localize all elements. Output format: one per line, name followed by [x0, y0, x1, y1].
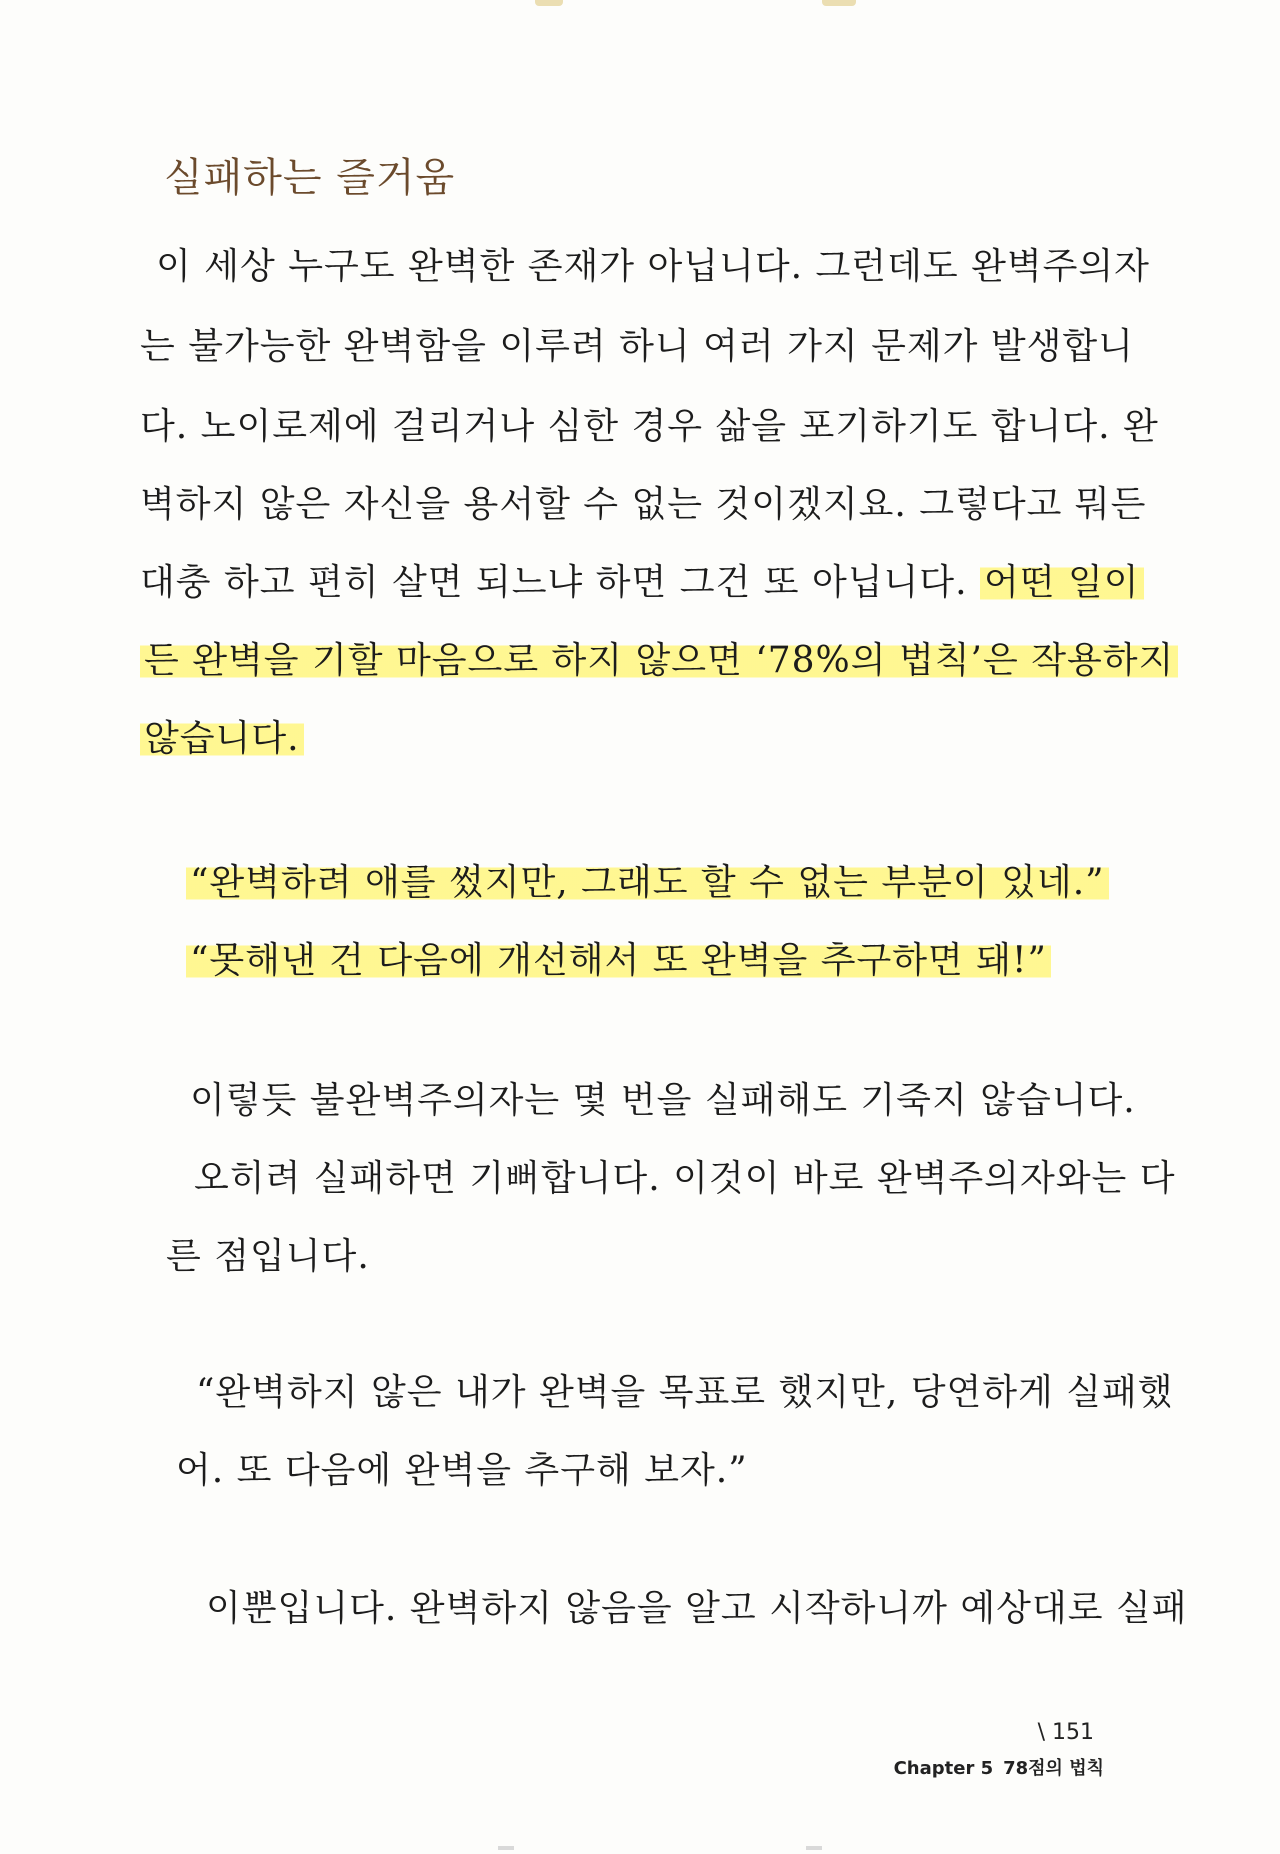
quote-line	[186, 854, 1109, 905]
page-number: \ 151	[1037, 1720, 1094, 1745]
chapter-title: 78점의 법칙	[1003, 1758, 1104, 1779]
highlighted-text: 않습니다.	[140, 718, 304, 759]
top-edge-mark	[822, 0, 856, 6]
paragraph-line: 는 불가능한 완벽함을 이루려 하니 여러 가지 문제가 발생합니	[140, 326, 1134, 367]
paragraph-line	[140, 632, 1178, 683]
highlighted-text: “못해낸 건 다음에 개선해서 또 완벽을 추구하면 돼!”	[186, 940, 1051, 981]
paragraph-line: 이뿐입니다. 완벽하지 않음을 알고 시작하니까 예상대로 실패	[206, 1588, 1188, 1629]
paragraph-text: 대충 하고 편히 살면 되느냐 하면 그건 또 아닙니다.	[140, 562, 968, 603]
highlighted-text: 어떤 일이	[980, 562, 1144, 603]
bottom-edge-mark	[498, 1846, 514, 1850]
paragraph-line	[140, 554, 1144, 605]
paragraph-line: 오히려 실패하면 기뻐합니다. 이것이 바로 완벽주의자와는 다	[194, 1158, 1176, 1199]
paragraph-line: 이 세상 누구도 완벽한 존재가 아닙니다. 그런데도 완벽주의자	[156, 246, 1150, 287]
paragraph-line: 이렇듯 불완벽주의자는 몇 번을 실패해도 기죽지 않습니다.	[190, 1080, 1136, 1121]
running-footer	[894, 1754, 1104, 1780]
bottom-edge-mark	[806, 1846, 822, 1850]
highlighted-text: “완벽하려 애를 썼지만, 그래도 할 수 없는 부분이 있네.”	[186, 862, 1109, 903]
quote-line	[186, 932, 1051, 983]
highlighted-text: 든 완벽을 기할 마음으로 하지 않으면 ‘78%의 법칙’은 작용하지	[140, 640, 1178, 681]
paragraph-line: 벽하지 않은 자신을 용서할 수 없는 것이겠지요. 그렇다고 뭐든	[140, 484, 1147, 525]
quote-line: 어. 또 다음에 완벽을 추구해 보자.”	[176, 1450, 748, 1491]
paragraph-line: 른 점입니다.	[166, 1236, 370, 1277]
paragraph-line: 다. 노이로제에 걸리거나 심한 경우 삶을 포기하기도 합니다. 완	[140, 406, 1159, 447]
quote-line: “완벽하지 않은 내가 완벽을 목표로 했지만, 당연하게 실패했	[196, 1372, 1174, 1413]
section-title: 실패하는 즐거움	[164, 155, 456, 201]
top-edge-mark	[535, 0, 563, 6]
paragraph-line	[140, 710, 304, 761]
chapter-label: Chapter 5	[893, 1758, 994, 1779]
